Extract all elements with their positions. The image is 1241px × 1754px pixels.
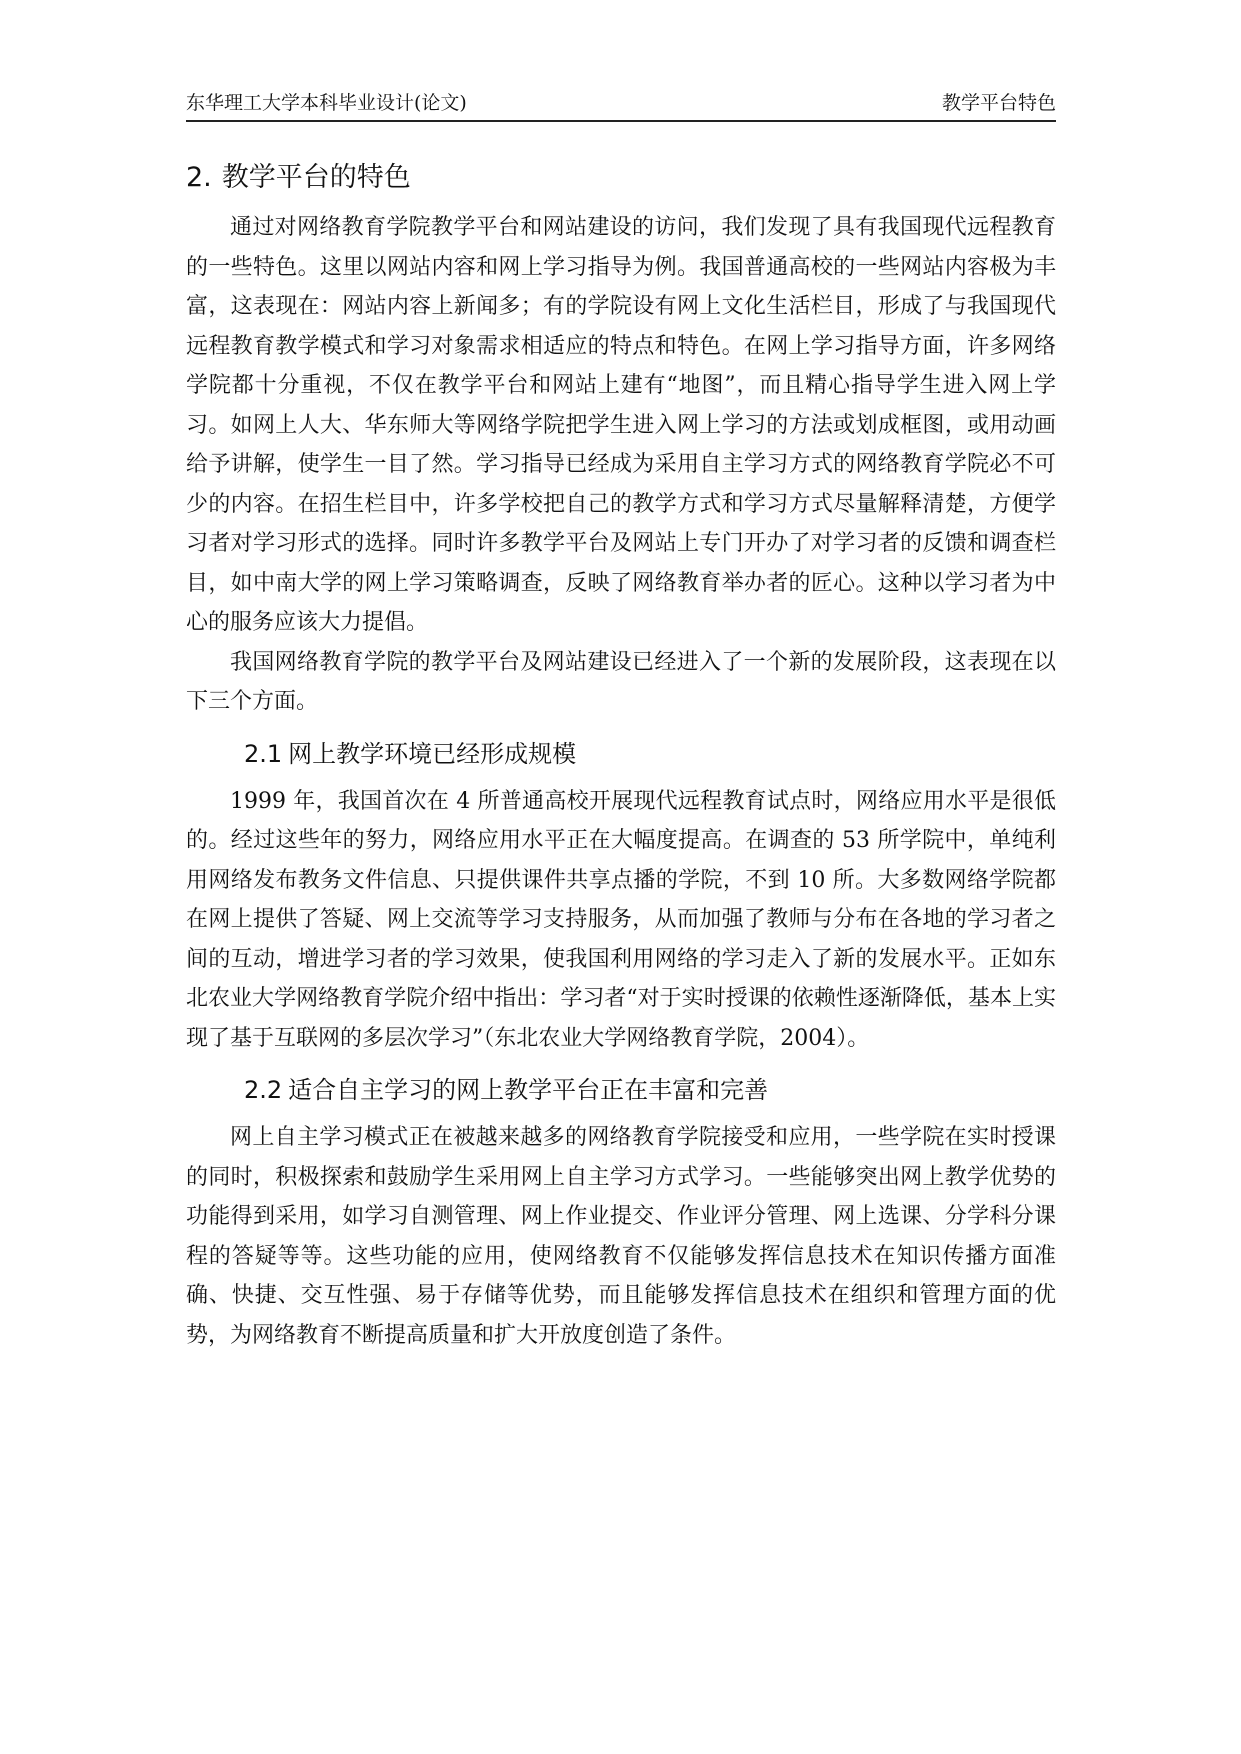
- paragraph: 我国网络教育学院的教学平台及网站建设已经进入了一个新的发展阶段，这表现在以下三个方面。: [186, 649, 1056, 714]
- page-body: [186, 158, 1056, 1355]
- subsection-title: 适合自主学习的网上教学平台正在丰富和完善: [288, 1076, 769, 1104]
- section-number: 2.: [186, 162, 212, 193]
- subsection-title: 网上教学环境已经形成规模: [288, 739, 577, 768]
- paragraph: 1999 年，我国首次在 4 所普通高校开展现代远程教育试点时，网络应用水平是很低的。经过这些年的努力，网络应用水平正在大幅度提高。在调查的 53 所学院中，单纯利用网络发布教务文件信息、只提供课件共享点播的学院，不到 10 所。大多数网络学院都在网上提供了答疑、网上交流等学习支持服务，从而加强了教师与分布在各地的学习者之间的互动，增进学习者的学习效果，使我国利用网络的学习走入了新的发展水平。正如东北农业大学网络教育学院介绍中指出：学习者“对于实时授课的依赖性逐渐降低，基本上实现了基于互联网的多层次学习”（东北农业大学网络教育学院，2004）。: [186, 788, 1056, 1051]
- paragraph: 通过对网络教育学院教学平台和网站建设的访问，我们发现了具有我国现代远程教育的一些特色。这里以网站内容和网上学习指导为例。我国普通高校的一些网站内容极为丰富，这表现在：网站内容上新闻多；有的学院设有网上文化生活栏目，形成了与我国现代远程教育教学模式和学习对象需求相适应的特点和特色。在网上学习指导方面，许多网络学院都十分重视，不仅在教学平台和网站上建有“地图”，而且精心指导学生进入网上学习。如网上人大、华东师大等网络学院把学生进入网上学习的方法或划成框图，或用动画给予讲解，使学生一目了然。学习指导已经成为采用自主学习方式的网络教育学院必不可少的内容。在招生栏目中，许多学校把自己的教学方式和学习方式尽量解释清楚，方便学习者对学习形式的选择。同时许多教学平台及网站上专门开办了对学习者的反馈和调查栏目，如中南大学的网上学习策略调查，反映了网络教育举办者的匠心。这种以学习者为中心的服务应该大力提倡。: [186, 215, 1056, 635]
- header-chapter-title: 教学平台特色: [941, 92, 1056, 114]
- subsection-number: 2.2: [244, 1076, 283, 1104]
- subsection-heading: [186, 734, 1056, 774]
- subsection-number: 2.1: [244, 739, 283, 768]
- subsection-heading: [186, 1070, 1056, 1110]
- section-title: 教学平台的特色: [221, 162, 411, 193]
- header-thesis-title: 东华理工大学本科毕业设计(论文): [186, 92, 467, 114]
- section-heading: [186, 158, 1056, 198]
- running-header: [186, 86, 1056, 122]
- paragraph: 网上自主学习模式正在被越来越多的网络教育学院接受和应用，一些学院在实时授课的同时，积极探索和鼓励学生采用网上自主学习方式学习。一些能够突出网上教学优势的功能得到采用，如学习自测管理、网上作业提交、作业评分管理、网上选课、分学科分课程的答疑等等。这些功能的应用，使网络教育不仅能够发挥信息技术在知识传播方面准确、快捷、交互性强、易于存储等优势，而且能够发挥信息技术在组织和管理方面的优势，为网络教育不断提高质量和扩大开放度创造了条件。: [186, 1125, 1056, 1348]
